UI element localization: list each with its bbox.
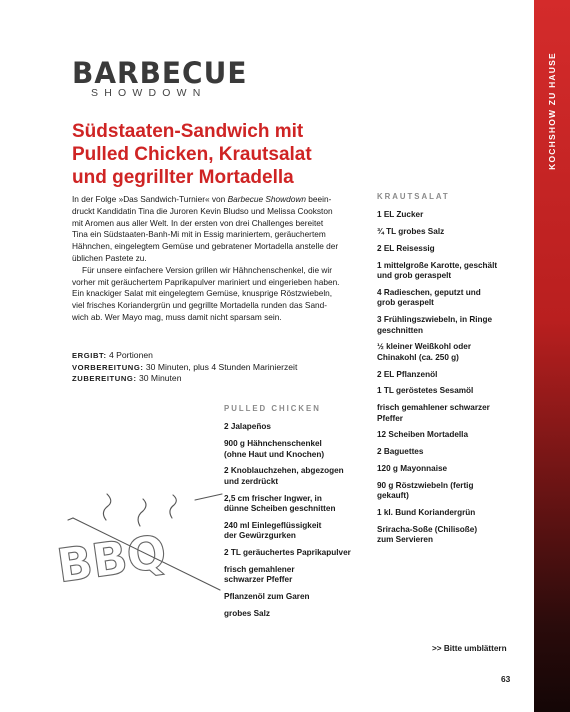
ingredient-item xyxy=(377,464,527,474)
intro-line: viel frisches Koriandergrün und gegrillte Mortadella runden das Sand- xyxy=(72,300,328,311)
ingredient-line: und zerdrückt xyxy=(224,476,279,486)
meta-label: VORBEREITUNG: xyxy=(72,362,144,372)
meta-prep xyxy=(72,362,297,374)
ingredient-line: ¾ TL grobes Salz xyxy=(377,227,445,237)
title-line: und gegrillter Mortadella xyxy=(72,167,294,188)
intro-line: üblichen Pastete zu. xyxy=(72,252,147,263)
ingredient-line: der Gewürzgurken xyxy=(224,531,296,541)
ingredient-item xyxy=(224,439,374,460)
list-heading: KRAUTSALAT xyxy=(377,192,450,201)
show-logo xyxy=(72,55,252,99)
logo-main-text: BARBECUE xyxy=(72,55,248,91)
ingredient-line: 2 EL Pflanzenöl xyxy=(377,369,438,379)
intro-line: Ein knackiger Salat mit eingelegtem Gemüse, knusprige Röstzwiebeln, xyxy=(72,288,333,299)
ingredient-item xyxy=(224,609,374,619)
intro-line: wich ab. Wer Mayo mag, muss damit nicht sparsam sein. xyxy=(72,311,282,322)
list-heading: PULLED CHICKEN xyxy=(224,404,321,413)
ingredient-line: 3 Frühlingszwiebeln, in Ringe xyxy=(377,315,493,325)
page-number: 63 xyxy=(501,674,511,684)
ingredient-item xyxy=(377,261,527,282)
pulled-chicken-list xyxy=(224,404,374,626)
ingredient-item xyxy=(377,481,527,502)
ingredient-line: Sriracha-Soße (Chilisoße) xyxy=(377,524,478,534)
ingredient-item xyxy=(224,521,374,542)
ingredient-line: 1 mittelgroße Karotte, geschält xyxy=(377,260,498,270)
ingredient-line: 2 Knoblauchzehen, abgezogen xyxy=(224,466,344,476)
ingredient-line: dünne Scheiben geschnitten xyxy=(224,504,336,514)
title-line: Südstaaten-Sandwich mit xyxy=(72,121,304,142)
ingredient-line: grobes Salz xyxy=(224,608,270,618)
ingredient-line: zum Servieren xyxy=(377,535,433,545)
ingredient-line: 90 g Röstzwiebeln (fertig xyxy=(377,480,474,490)
bbq-doodle-icon xyxy=(40,490,225,605)
meta-label: ERGIBT: xyxy=(72,351,107,360)
ingredient-item xyxy=(377,227,527,237)
ingredient-item xyxy=(224,592,374,602)
ingredient-line: grob geraspelt xyxy=(377,298,434,308)
ingredient-line: 2 Baguettes xyxy=(377,447,424,457)
ingredient-item xyxy=(224,494,374,515)
ingredient-item xyxy=(224,466,374,487)
ingredient-line: geschnitten xyxy=(377,325,423,335)
ingredient-item xyxy=(377,244,527,254)
krautsalat-list xyxy=(377,192,527,552)
ingredient-item xyxy=(377,447,527,457)
ingredient-item xyxy=(377,342,527,363)
ingredient-item xyxy=(224,565,374,586)
intro-line: mit Aromen aus aller Welt. In der ersten von drei Challenges bereitet xyxy=(72,217,324,228)
ingredient-line: 1 kl. Bund Koriandergrün xyxy=(377,508,476,517)
meta-value: 4 Portionen xyxy=(108,350,153,360)
intro-line: Für unsere einfachere Version grillen wir Hähnchenschenkel, die wir xyxy=(82,264,332,275)
meta-label: ZUBEREITUNG: xyxy=(72,374,137,384)
ingredient-line: 12 Scheiben Mortadella xyxy=(377,430,469,440)
ingredient-line: und grob geraspelt xyxy=(377,271,452,281)
ingredient-line: 1 EL Zucker xyxy=(377,210,424,220)
intro-line: vorher mit geräuchertem Paprikapulver mariniert und eingerieben haben. xyxy=(72,276,340,287)
bbq-doodle-text: BBQ xyxy=(53,524,170,593)
ingredient-item xyxy=(377,386,527,396)
recipe-title xyxy=(72,120,402,189)
turn-page-note: >> Bitte umblättern xyxy=(432,644,507,653)
intro-span: beein- xyxy=(306,194,332,204)
ingredient-line: 900 g Hähnchenschenkel xyxy=(224,439,322,449)
ingredient-line: 4 Radieschen, geputzt und xyxy=(377,288,481,297)
show-name: Barbecue Showdown xyxy=(227,194,306,204)
ingredient-line: 120 g Mayonnaise xyxy=(377,464,448,473)
intro-span: In der Folge »Das Sandwich-Turnier« von xyxy=(72,194,228,204)
logo-sub-text: SHOWDOWN xyxy=(91,87,207,99)
ingredient-line: Chinakohl (ca. 250 g) xyxy=(377,352,459,362)
ingredient-line: 1 TL geröstetes Sesamöl xyxy=(377,386,474,396)
ingredient-item xyxy=(377,430,527,440)
meta-cook xyxy=(72,373,297,385)
side-label-text: KOCHSHOW ZU HAUSE xyxy=(547,52,557,170)
ingredient-line: 2 Jalapeños xyxy=(224,422,271,432)
ingredient-line: Pfeffer xyxy=(377,413,403,423)
side-label xyxy=(534,36,570,186)
ingredient-item xyxy=(224,422,374,432)
ingredient-line: (ohne Haut und Knochen) xyxy=(224,449,325,459)
title-line: Pulled Chicken, Krautsalat xyxy=(72,144,312,165)
ingredient-line: ½ kleiner Weißkohl oder xyxy=(377,342,472,352)
ingredient-item xyxy=(377,288,527,309)
intro-line: Tina ein Südstaaten-Banh-Mi mit in Essig mariniertem, geräuchertem xyxy=(72,229,326,240)
ingredient-item xyxy=(377,508,527,518)
recipe-meta xyxy=(72,350,297,385)
ingredient-line: frisch gemahlener xyxy=(224,564,295,574)
ingredient-line: frisch gemahlener schwarzer xyxy=(377,403,490,413)
ingredient-item xyxy=(377,403,527,424)
ingredient-item xyxy=(377,370,527,380)
ingredient-line: schwarzer Pfeffer xyxy=(224,575,293,585)
ingredient-item xyxy=(377,210,527,220)
ingredient-item xyxy=(377,525,527,546)
ingredient-line: 2,5 cm frischer Ingwer, in xyxy=(224,493,322,503)
intro-line: Hähnchen, eingelegtem Gemüse und gebratener Mortadella anstelle der xyxy=(72,241,339,252)
intro-line xyxy=(72,194,364,206)
ingredient-item xyxy=(377,315,527,336)
meta-yield xyxy=(72,350,297,362)
meta-value: 30 Minuten xyxy=(138,373,182,384)
meta-value: 30 Minuten, plus 4 Stunden Marinierzeit xyxy=(145,361,298,372)
ingredient-line: gekauft) xyxy=(377,491,409,501)
intro-line: druckt Kandidatin Tina die Juroren Kevin Bludso und Melissa Cookston xyxy=(72,205,333,216)
ingredient-line: 2 TL geräuchertes Paprikapulver xyxy=(224,548,351,558)
ingredient-line: 2 EL Reisessig xyxy=(377,244,435,253)
ingredient-line: Pflanzenöl zum Garen xyxy=(224,592,310,602)
intro-text xyxy=(72,194,364,324)
ingredient-line: 240 ml Einlegeflüssigkeit xyxy=(224,520,322,530)
ingredient-item xyxy=(224,548,374,558)
